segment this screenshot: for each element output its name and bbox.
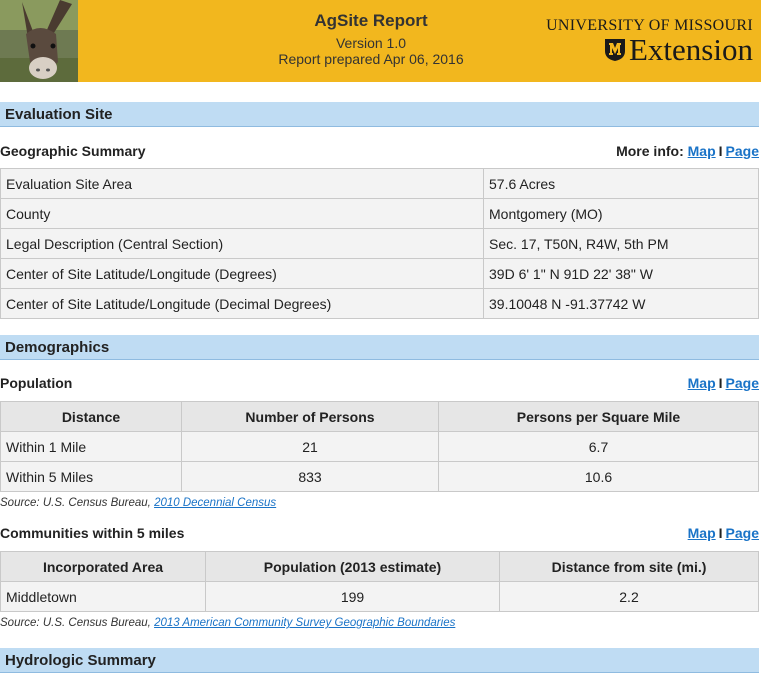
- source-prefix: Source: U.S. Census Bureau,: [0, 617, 151, 629]
- cell: Within 1 Mile: [1, 432, 182, 462]
- report-title-block: [230, 10, 512, 67]
- row-value: Sec. 17, T50N, R4W, 5th PM: [484, 229, 759, 259]
- communities-source: [0, 617, 455, 629]
- cell: 2.2: [500, 582, 759, 612]
- table-row: [1, 199, 759, 229]
- census-2010-link[interactable]: 2010 Decennial Census: [154, 497, 277, 509]
- cell: Middletown: [1, 582, 206, 612]
- table-row: [1, 462, 759, 492]
- row-label: Evaluation Site Area: [1, 169, 484, 199]
- geographic-summary-title: Geographic Summary: [0, 143, 146, 159]
- logo-university-text: UNIVERSITY OF MISSOURI: [546, 17, 753, 34]
- table-row: [1, 432, 759, 462]
- row-label: Center of Site Latitude/Longitude (Degrees): [1, 259, 484, 289]
- table-header-row: [1, 402, 759, 432]
- cell: 199: [206, 582, 500, 612]
- row-label: Legal Description (Central Section): [1, 229, 484, 259]
- table-row: [1, 582, 759, 612]
- population-map-link[interactable]: Map: [687, 375, 716, 391]
- table-row: [1, 259, 759, 289]
- row-value: 39D 6' 1" N 91D 22' 38" W: [484, 259, 759, 289]
- donkey-photo: [0, 0, 78, 82]
- column-header: Distance: [1, 402, 182, 432]
- row-label: County: [1, 199, 484, 229]
- source-prefix: Source: U.S. Census Bureau,: [0, 497, 151, 509]
- column-header: Population (2013 estimate): [206, 552, 500, 582]
- cell: 6.7: [439, 432, 759, 462]
- section-demographics: Demographics: [0, 335, 759, 360]
- report-date: Report prepared Apr 06, 2016: [278, 51, 464, 67]
- communities-title: Communities within 5 miles: [0, 525, 185, 541]
- population-source: [0, 497, 276, 509]
- row-label: Center of Site Latitude/Longitude (Decimal Degrees): [1, 289, 484, 319]
- report-header: [0, 0, 761, 82]
- mu-shield-icon: [604, 38, 626, 62]
- population-page-link[interactable]: Page: [725, 375, 759, 391]
- communities-table: [0, 551, 759, 612]
- cell: 833: [182, 462, 439, 492]
- link-separator: I: [718, 525, 723, 541]
- communities-header: [0, 523, 759, 543]
- report-title: AgSite Report: [314, 11, 428, 30]
- cell: 10.6: [439, 462, 759, 492]
- acs-2013-link[interactable]: 2013 American Community Survey Geographic Boundaries: [154, 617, 456, 629]
- row-value: Montgomery (MO): [484, 199, 759, 229]
- geo-page-link[interactable]: Page: [725, 143, 759, 159]
- table-row: [1, 229, 759, 259]
- geographic-summary-header: [0, 141, 759, 161]
- geo-map-link[interactable]: Map: [687, 143, 716, 159]
- cell: Within 5 Miles: [1, 462, 182, 492]
- column-header: Persons per Square Mile: [439, 402, 759, 432]
- column-header: Incorporated Area: [1, 552, 206, 582]
- logo-extension-text: Extension: [629, 32, 753, 67]
- population-title: Population: [0, 375, 73, 391]
- population-header: [0, 373, 759, 393]
- report-version: Version 1.0: [335, 35, 407, 51]
- row-value: 39.10048 N -91.37742 W: [484, 289, 759, 319]
- population-table: [0, 401, 759, 492]
- section-hydrologic-summary: Hydrologic Summary: [0, 648, 759, 673]
- link-separator: I: [718, 143, 723, 159]
- table-row: [1, 289, 759, 319]
- communities-page-link[interactable]: Page: [725, 525, 759, 541]
- column-header: Distance from site (mi.): [500, 552, 759, 582]
- table-header-row: [1, 552, 759, 582]
- cell: 21: [182, 432, 439, 462]
- mu-extension-logo: [546, 18, 753, 66]
- table-row: [1, 169, 759, 199]
- geographic-summary-table: [0, 168, 759, 319]
- link-separator: I: [718, 375, 723, 391]
- column-header: Number of Persons: [182, 402, 439, 432]
- row-value: 57.6 Acres: [484, 169, 759, 199]
- more-info-label: More info:: [616, 143, 684, 159]
- communities-map-link[interactable]: Map: [687, 525, 716, 541]
- section-evaluation-site: Evaluation Site: [0, 102, 759, 127]
